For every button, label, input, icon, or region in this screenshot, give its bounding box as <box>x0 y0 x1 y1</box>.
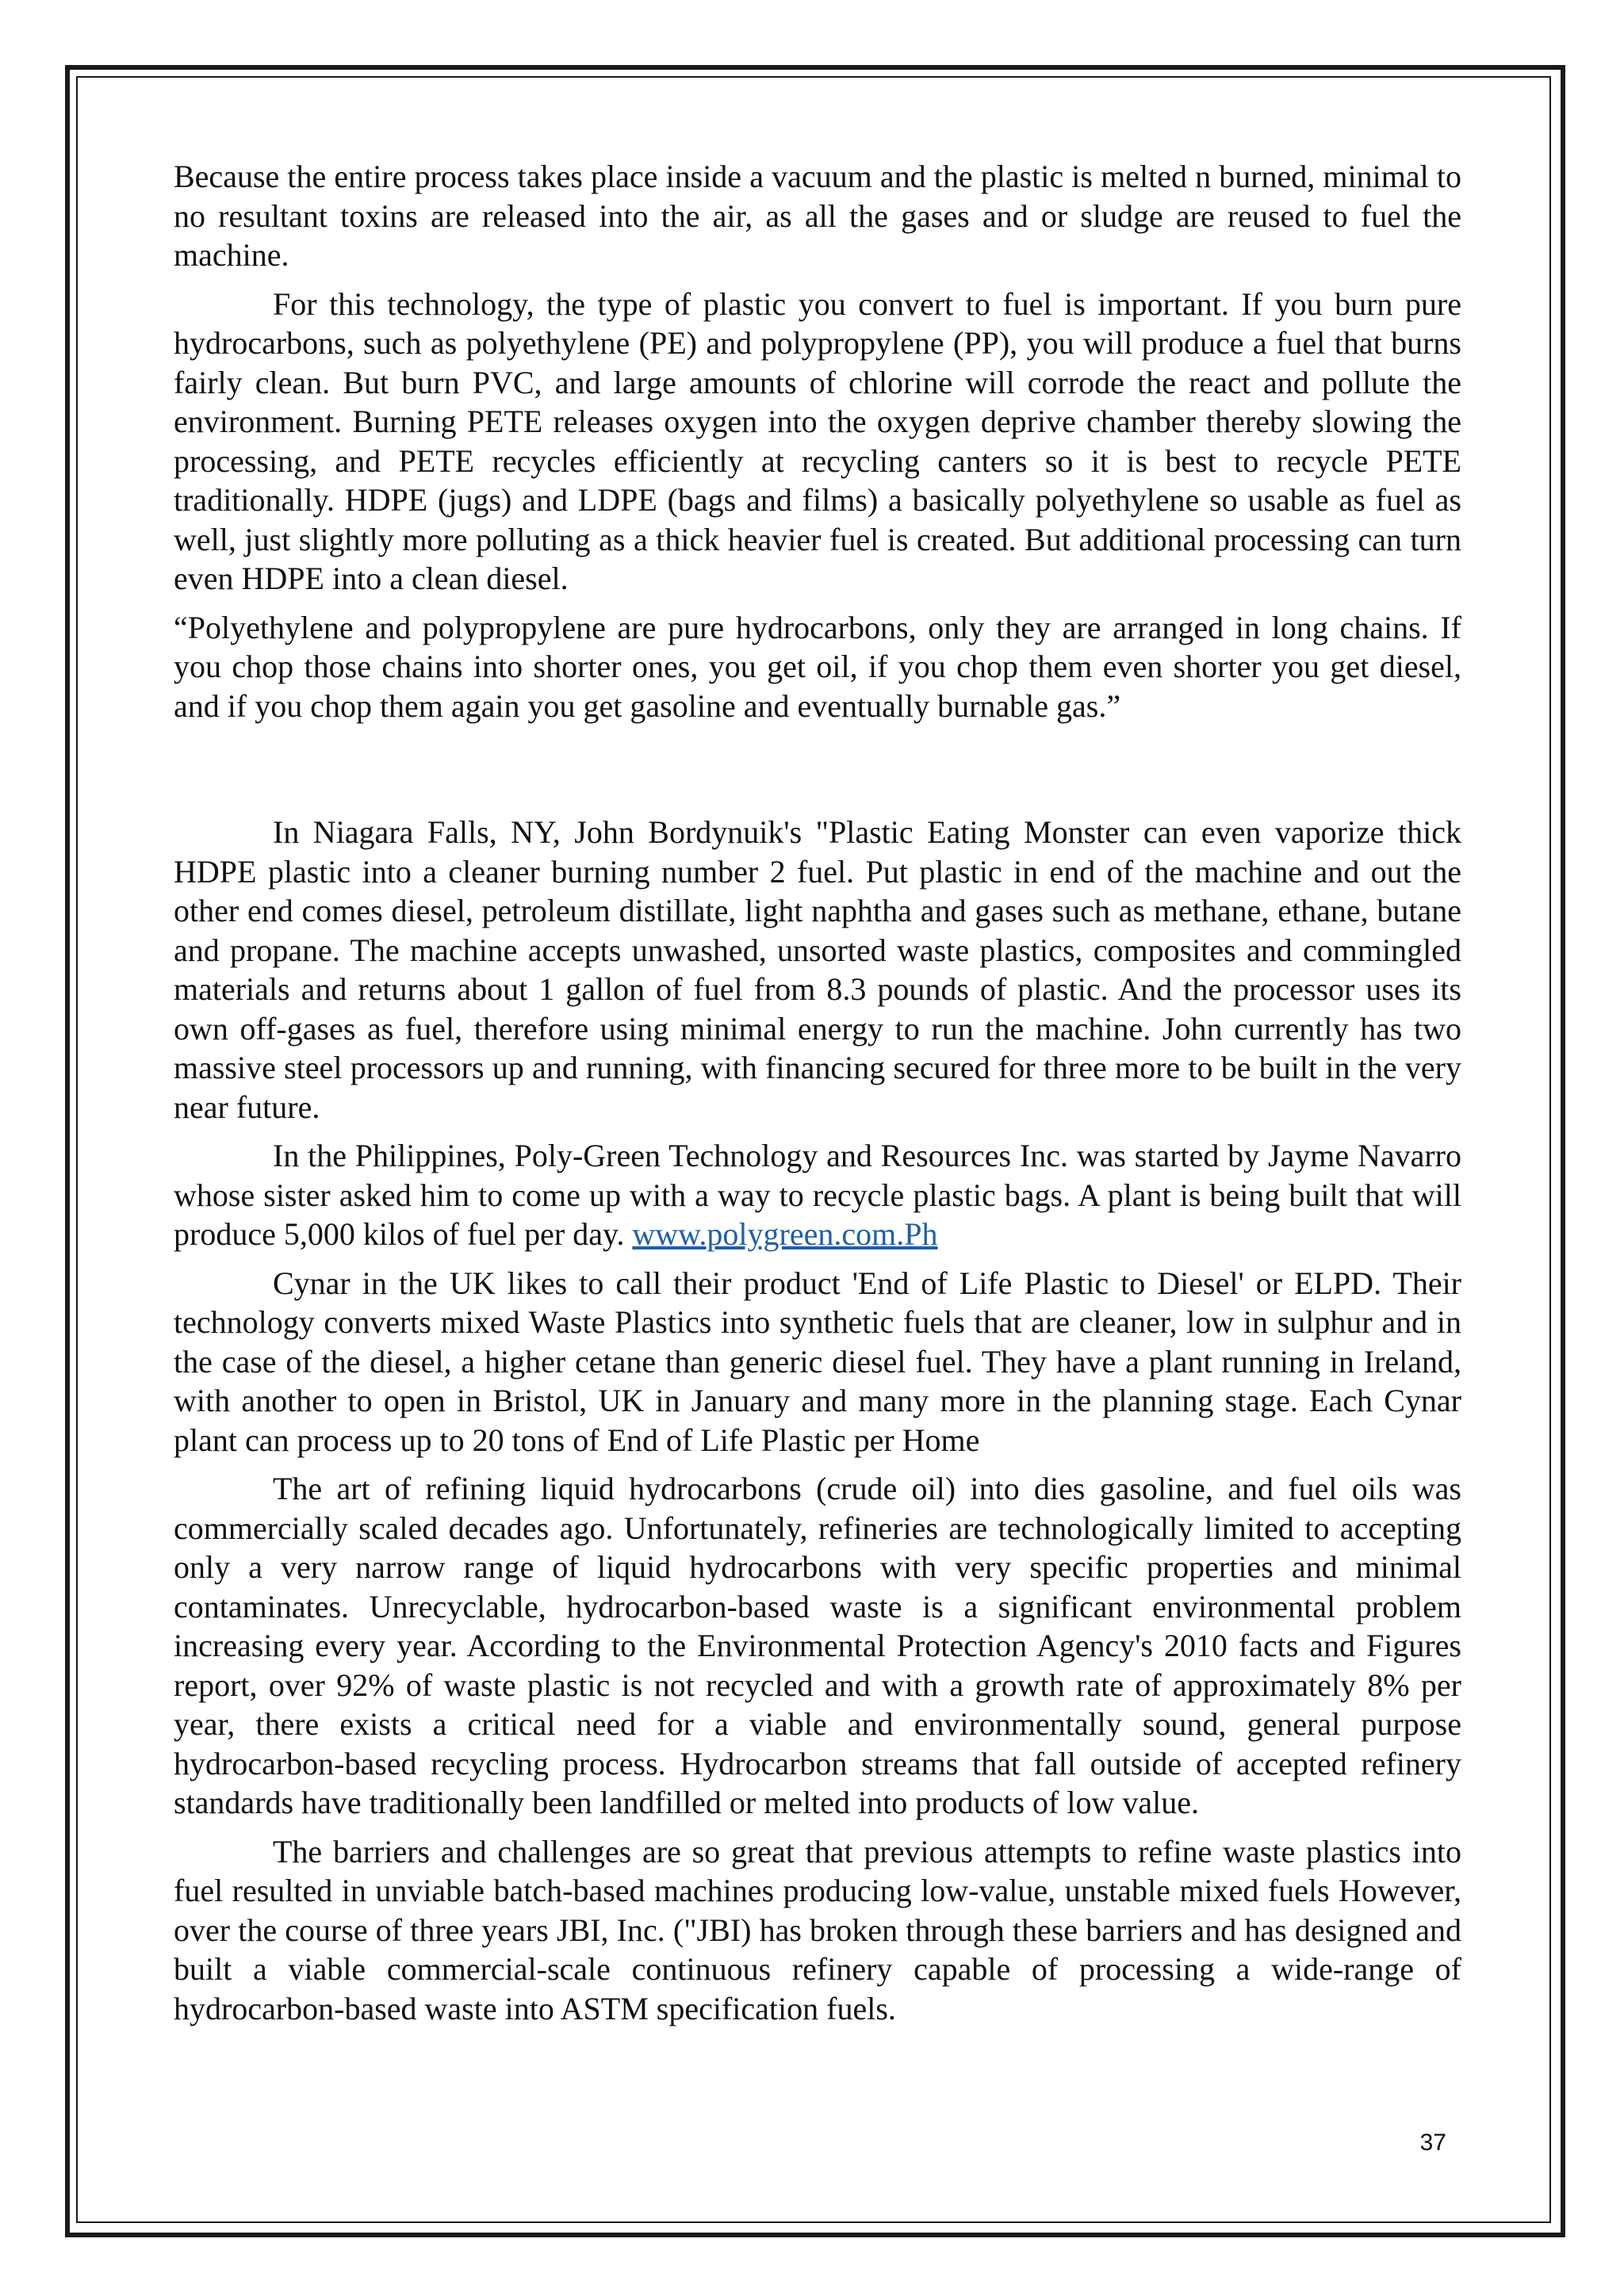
paragraph-quote-hydrocarbons: “Polyethylene and polypropylene are pure hydrocarbons, only they are arranged in long chains. If you chop those chains into shorter ones, you get oil, if you chop them even shorter you get diesel, and if you chop them again you get gasoline and eventually burnable gas.” <box>174 609 1461 724</box>
page-number: 37 <box>1419 2130 1446 2156</box>
blank-space <box>174 735 1461 813</box>
paragraph-philippines <box>174 1136 1461 1254</box>
paragraph-cynar-uk: Cynar in the UK likes to call their product 'End of Life Plastic to Diesel' or ELPD. Their technology converts mixed Waste Plastics into synthetic fuels that are cleaner, low in sulphur and in the case of the diesel, a higher cetane than generic diesel fuel. They have a plant running in Ireland, with another to open in Bristol, UK in January and many more in the planning stage. Each Cynar plant can process up to 20 tons of End of Life Plastic per Home <box>174 1265 1461 1458</box>
paragraph-niagara-falls: In Niagara Falls, NY, John Bordynuik's "Plastic Eating Monster can even vaporize thick HDPE plastic into a cleaner burning number 2 fuel. Put plastic in end of the machine and out the other end comes diesel, petroleum distillate, light naphtha and gases such as methane, ethane, butane and propane. The machine accepts unwashed, unsorted waste plastics, composites and commingled materials and returns about 1 gallon of fuel from 8.3 pounds of plastic. And the processor uses its own off-gases as fuel, therefore using minimal energy to run the machine. John currently has two massive steel processors up and running, with financing secured for three more to be built in the very near future. <box>174 814 1461 1125</box>
document-body <box>174 157 1461 2038</box>
paragraph-vacuum-process: Because the entire process takes place inside a vacuum and the plastic is melted n burned, minimal to no resultant toxins are released into the air, as all the gases and or sludge are reused to fuel the machine. <box>174 159 1461 273</box>
paragraph-refining-art: The art of refining liquid hydrocarbons (crude oil) into dies gasoline, and fuel oils was commercially scaled decades ago. Unfortunately, refineries are technologically limited to accepting only a very narrow range of liquid hydrocarbons with very specific properties and minimal contaminates. Unrecyclable, hydrocarbon-based waste is a significant environmental problem increasing every year. According to the Environmental Protection Agency's 2010 facts and Figures report, over 92% of waste plastic is not recycled and with a growth rate of approximately 8% per year, there exists a critical need for a viable and environmentally sound, general purpose hydrocarbon-based recycling process. Hydrocarbon streams that fall outside of accepted refinery standards have traditionally been landfilled or melted into products of low value. <box>174 1471 1461 1820</box>
polygreen-link[interactable]: www.polygreen.com.Ph <box>632 1216 938 1252</box>
paragraph-plastic-types: For this technology, the type of plastic you convert to fuel is important. If you burn pure hydrocarbons, such as polyethylene (PE) and polypropylene (PP), you will produce a fuel that burns fairly clean. But burn PVC, and large amounts of chlorine will corrode the react and pollute the environment. Burning PETE releases oxygen into the oxygen deprive chamber thereby slowing the processing, and PETE recycles efficiently at recycling canters so it is best to recycle PETE traditionally. HDPE (jugs) and LDPE (bags and films) a basically polyethylene so usable as fuel as well, just slightly more polluting as a thick heavier fuel is created. But additional processing can turn even HDPE into a clean diesel. <box>174 285 1461 596</box>
paragraph-philippines-text: In the Philippines, Poly-Green Technology and Resources Inc. was started by Jayme Navarro whose sister asked him to come up with a way to recycle plastic bags. A plant is being built that will produce 5,000 kilos of fuel per day. <box>174 1138 1461 1252</box>
paragraph-barriers: The barriers and challenges are so great that previous attempts to refine waste plastics into fuel resulted in unviable batch-based machines producing low-value, unstable mixed fuels However, over the course of three years JBI, Inc. ("JBI) has broken through these barriers and has designed and built a viable commercial-scale continuous refinery capable of processing a wide-range of hydrocarbon-based waste into ASTM specification fuels. <box>174 1833 1461 2026</box>
